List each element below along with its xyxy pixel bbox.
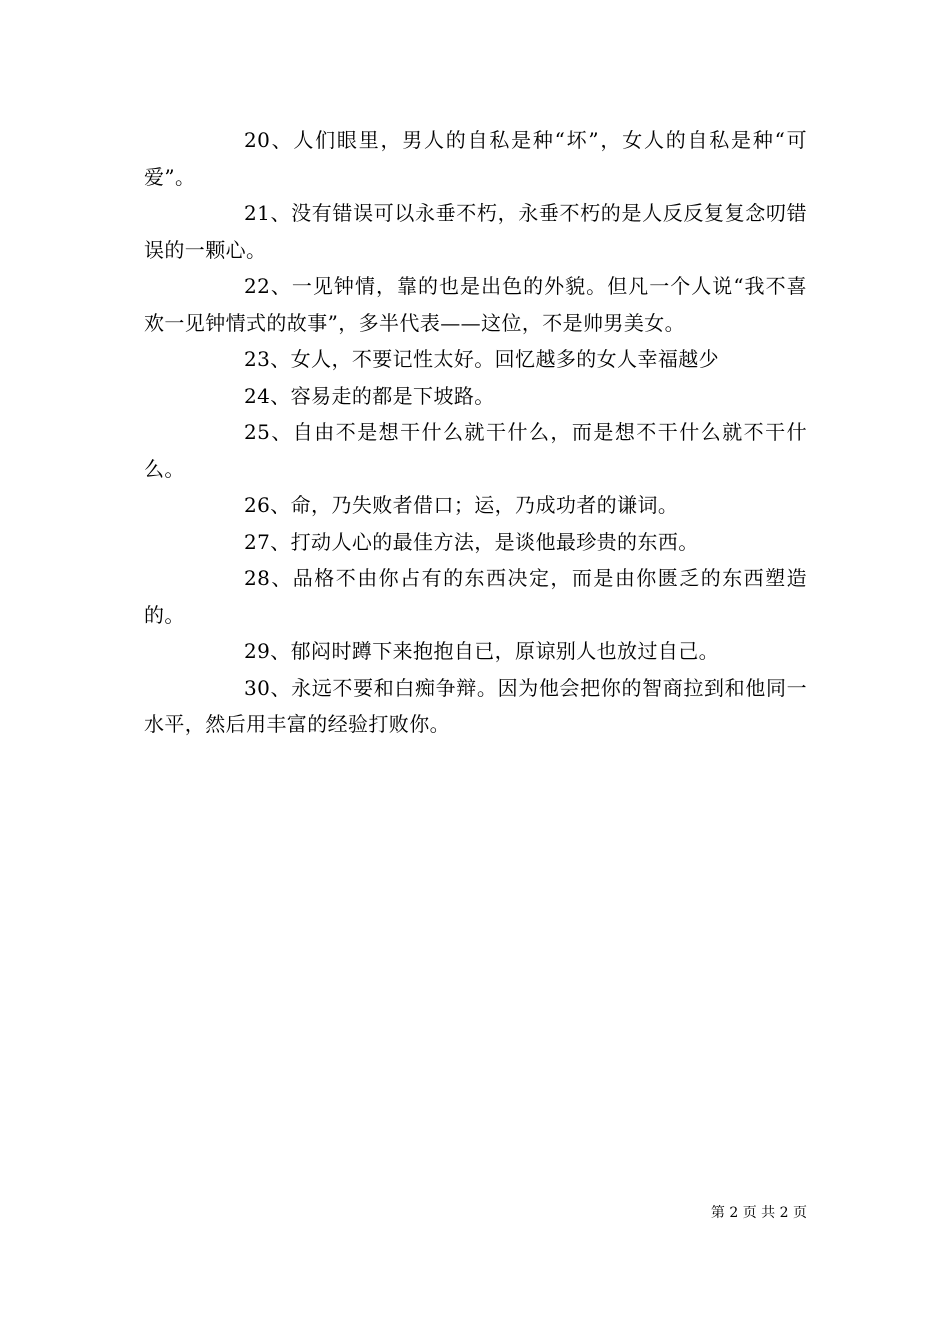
paragraph-25: 25、自由不是想干什么就干什么，而是想不干什么就不干什么。 <box>144 420 807 481</box>
paragraph-28: 28、品格不由你占有的东西决定，而是由你匮乏的东西塑造的。 <box>144 566 807 627</box>
paragraph-26: 26、命，乃失败者借口；运，乃成功者的谦词。 <box>244 493 679 517</box>
paragraph-30: 30、永远不要和白痴争辩。因为他会把你的智商拉到和他同一水平，然后用丰富的经验打败你。 <box>144 675 807 736</box>
paragraph-24: 24、容易走的都是下坡路。 <box>244 383 495 408</box>
document-body <box>144 122 807 743</box>
paragraph-21: 21、没有错误可以永垂不朽，永垂不朽的是人反反复复念叨错误的一颗心。 <box>144 201 807 262</box>
paragraph-20: 20、人们眼里，男人的自私是种“坏”，女人的自私是种“可爱”。 <box>144 128 807 189</box>
paragraph-22: 22、一见钟情，靠的也是出色的外貌。但凡一个人说“我不喜欢一见钟情式的故事”，多半代表——这位，不是帅男美女。 <box>144 274 807 335</box>
paragraph-27: 27、打动人心的最佳方法，是谈他最珍贵的东西。 <box>244 529 699 554</box>
paragraph-29: 29、郁闷时蹲下来抱抱自已，原谅别人也放过自己。 <box>244 639 720 663</box>
page-number-footer: 第 2 页 共 2 页 <box>710 1205 807 1221</box>
paragraph-23: 23、女人，不要记性太好。回忆越多的女人幸福越少 <box>244 347 720 371</box>
